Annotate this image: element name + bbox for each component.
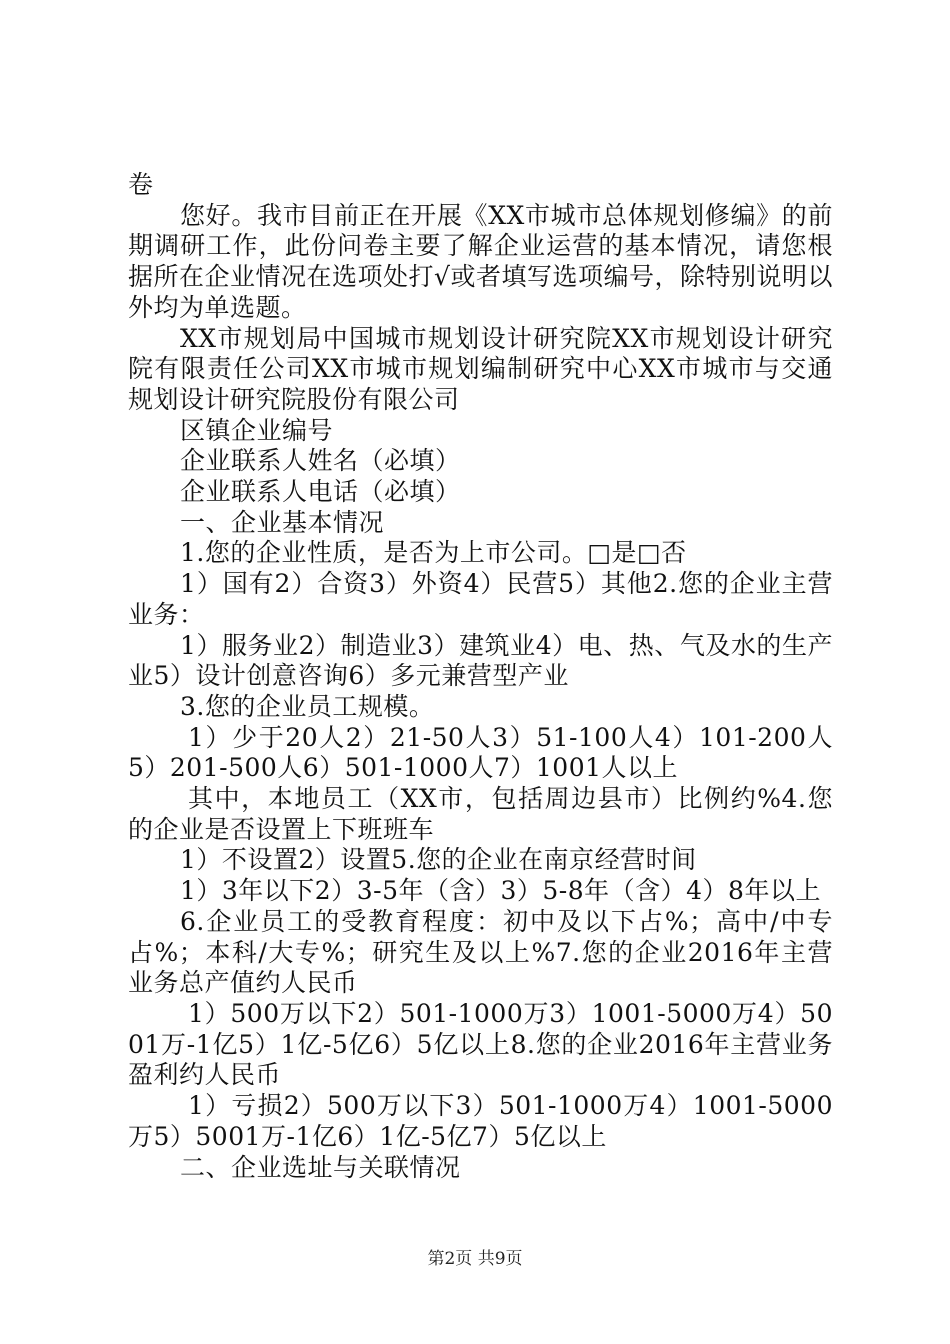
question-1: 1.您的企业性质，是否为上市公司。□是□否	[180, 538, 687, 568]
question-6: 6.企业员工的受教育程度：初中及以下占%；高中/中专占%；本科/大专%；研究生及以上%7.您的企业2016年主营业务总产值约人民币	[128, 906, 833, 998]
question-7-options: 1）500万以下2）501-1000万3）1001-5000万4）5001万-1亿5）1亿-5亿6）5亿以上8.您的企业2016年主营业务盈利约人民币	[128, 998, 833, 1090]
question-3-options: 1）少于20人2）21-50人3）51-100人4）101-200人5）201-500人6）501-1000人7）1001人以上	[128, 722, 833, 783]
section-heading-basic-info: 一、企业基本情况	[180, 507, 385, 537]
question-2-options: 1）服务业2）制造业3）建筑业4）电、热、气及水的生产业5）设计创意咨询6）多元兼营型产业	[128, 630, 833, 691]
field-contact-name: 企业联系人姓名（必填）	[180, 446, 461, 476]
page-number-footer: 第2页 共9页	[427, 1249, 523, 1269]
paragraph-organizers: XX市规划局中国城市规划设计研究院XX市规划设计研究院有限责任公司XX市城市规划编制研究中心XX市城市与交通规划设计研究院股份有限公司	[128, 323, 833, 414]
paragraph-greeting: 您好。我市目前正在开展《XX市城市总体规划修编》的前期调研工作，此份问卷主要了解企业运营的基本情况，请您根据所在企业情况在选项处打√或者填写选项编号，除特别说明以外均为单选题。	[128, 200, 833, 322]
question-4-options: 1）不设置2）设置5.您的企业在南京经营时间	[180, 845, 697, 875]
question-5-options: 1）3年以下2）3-5年（含）3）5-8年（含）4）8年以上	[180, 876, 821, 906]
document-body	[128, 170, 833, 1183]
question-3-local-ratio: 其中，本地员工（XX市，包括周边县市）比例约%4.您的企业是否设置上下班班车	[128, 784, 833, 844]
paragraph-juan: 卷	[128, 170, 154, 199]
question-8-options: 1）亏损2）500万以下3）501-1000万4）1001-5000万5）5001万-1亿6）1亿-5亿7）5亿以上	[128, 1091, 833, 1151]
question-1-options: 1）国有2）合资3）外资4）民营5）其他2.您的企业主营业务：	[128, 569, 833, 629]
question-3: 3.您的企业员工规模。	[180, 691, 435, 721]
field-district-enterprise-number: 区镇企业编号	[180, 415, 334, 445]
section-heading-location: 二、企业选址与关联情况	[180, 1152, 461, 1182]
field-contact-phone: 企业联系人电话（必填）	[180, 477, 461, 507]
